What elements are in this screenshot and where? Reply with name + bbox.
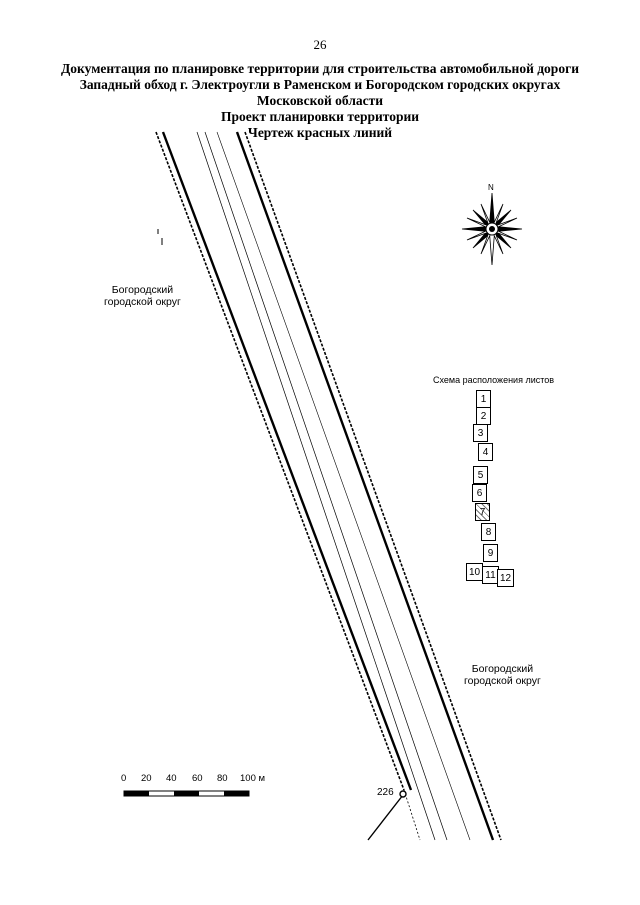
- title-line-4: Проект планировки территории: [220, 109, 420, 124]
- title-line-2: Западный обход г. Электроугли в Раменском и Богородском городских округах: [79, 77, 561, 92]
- sheet-11: 11: [482, 566, 499, 584]
- scale-label-60: 60: [192, 773, 203, 784]
- road-line-inner-1: [197, 132, 435, 840]
- sheet-6: 6: [472, 484, 487, 502]
- page-number: 26: [313, 37, 327, 52]
- scale-label-80: 80: [217, 773, 228, 784]
- scale-label-40: 40: [166, 773, 177, 784]
- road-edge-right: [237, 132, 493, 840]
- district-label-right: Богородский городской округ: [464, 663, 541, 687]
- point-226-marker: [400, 791, 406, 797]
- point-226-label: 226: [377, 787, 394, 798]
- sheet-10: 10: [466, 563, 483, 581]
- district-label-left: Богородский городской округ: [104, 284, 181, 308]
- sheet-5: 5: [473, 466, 488, 484]
- sheet-scheme-title: Схема расположения листов: [433, 375, 555, 385]
- compass-north-label: N: [488, 183, 494, 192]
- sheet-9: 9: [483, 544, 498, 562]
- title-line-1: Документация по планировке территории для строительства автомобильной дороги: [61, 61, 579, 76]
- road-edge-left: [163, 132, 411, 790]
- scale-bar: [124, 791, 249, 796]
- sheet-3: 3: [473, 424, 488, 442]
- sheet-2: 2: [476, 407, 491, 425]
- scale-label-0: 0: [121, 773, 127, 784]
- road-edge-left-lower: [404, 790, 420, 840]
- boundary-line: [368, 795, 403, 840]
- scale-label-20: 20: [141, 773, 152, 784]
- sheet-8: 8: [481, 523, 496, 541]
- title-line-3: Московской области: [256, 93, 384, 108]
- road-line-inner-2: [205, 132, 447, 840]
- title-line-5: Чертеж красных линий: [247, 125, 393, 140]
- sheet-7: 7: [475, 503, 490, 521]
- scale-label-100: 100 м: [240, 773, 266, 784]
- sheet-4: 4: [478, 443, 493, 461]
- sheet-12: 12: [497, 569, 514, 587]
- sheet-1: 1: [476, 390, 491, 408]
- compass-rose-icon: [462, 193, 522, 265]
- red-line-right-outer: [245, 132, 501, 840]
- road-line-inner-3: [217, 132, 470, 840]
